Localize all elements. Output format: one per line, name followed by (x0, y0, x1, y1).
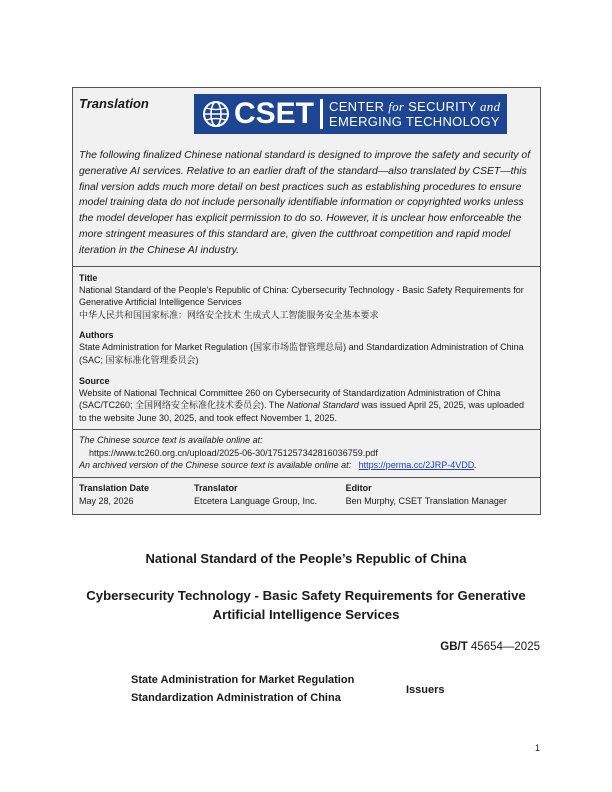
logo-line1-and: and (479, 99, 501, 114)
title-heading: Title (79, 272, 98, 283)
credits-section (73, 477, 540, 514)
translator (194, 482, 346, 508)
title-english: National Standard of the People's Republic of China: Cybersecurity Technology - Basic Safety Requirements for Generative Artificial Intelligence Services (79, 284, 524, 308)
intro-paragraph: The following finalized Chinese national standard is designed to improve the safety and security of generative AI services. Relative to an earlier draft of the standard—also translated by CSET—this final version adds much more detail on best practices such as establishing procedures to ensure model training data do not include personally identifiable information or copyrighted works unless the model developer has explicit permission to do so. However, it is unclear how enforceable the more stringent measures of this standard are, given the cutthroat competition and rapid model iteration in the Chinese AI industry. (79, 150, 531, 256)
editor-heading: Editor (345, 482, 372, 493)
logo-line2: EMERGING TECHNOLOGY (329, 114, 500, 129)
box-header-section (73, 88, 540, 266)
box-header-row (73, 88, 540, 146)
online-url[interactable]: https://www.tc260.org.cn/upload/2025-06-30/1751257342816036759.pdf (89, 447, 378, 458)
translation-info-box (72, 87, 541, 515)
document-title: Cybersecurity Technology - Basic Safety Requirements for Generative Artificial Intelligence Services (86, 588, 526, 622)
issuers-label: Issuers (406, 684, 445, 696)
standard-code-prefix: GB/T (440, 641, 468, 653)
source-text-italic: National Standard (286, 400, 359, 411)
archive-label: An archived version of the Chinese source text is available online at: (79, 460, 352, 471)
issuer-sac: Standardization Administration of China (131, 692, 341, 704)
logo-org-name (329, 99, 500, 129)
source-text (79, 387, 534, 425)
online-label: The Chinese source text is available online at: (79, 435, 263, 446)
logo-line1-a: CENTER (329, 99, 389, 114)
issuer-samr: State Administration for Market Regulation (131, 674, 355, 686)
authors-heading: Authors (79, 330, 114, 341)
translation-date (79, 482, 194, 508)
page-number: 1 (535, 743, 541, 753)
logo-line1-b: SECURITY (404, 99, 480, 114)
logo-cset-text: CSET (234, 97, 315, 130)
archive-end: . (474, 460, 477, 471)
metadata-section (73, 266, 540, 430)
title-chinese: 中华人民共和国国家标准：网络安全技术 生成式人工智能服务安全基本要求 (79, 309, 379, 320)
logo-line1-for: for (388, 99, 405, 114)
authors-text: State Administration for Market Regulation (国家市场监督管理总局) and Standardization Administration of China (SAC; 国家标准化管理委员会) (79, 342, 524, 365)
translation-date-heading: Translation Date (79, 482, 150, 493)
editor (346, 482, 534, 508)
translator-heading: Translator (193, 482, 238, 493)
source-text-a: Website of National Technical Committee 260 on Cybersecurity of Standardization Administration of China (SAC/TC260; 全国网络安全标准化技术委员会). The (79, 387, 501, 411)
national-standard-heading: National Standard of the People’s Republic of China (145, 551, 467, 566)
source-heading: Source (79, 375, 110, 386)
translation-label: Translation (79, 96, 149, 111)
online-source-section (73, 429, 540, 476)
globe-icon (202, 100, 230, 128)
archive-link[interactable]: https://perma.cc/2JRP-4VDD (358, 460, 475, 471)
logo-divider (320, 99, 323, 129)
standard-code (440, 641, 540, 653)
translation-date-value: May 28, 2026 (79, 495, 134, 506)
editor-value: Ben Murphy, CSET Translation Manager (345, 495, 507, 506)
cset-logo (194, 94, 507, 134)
source-text-b: was issued April 25, 2025, was uploaded to the website June 30, 2025, and took effect November 1, 2025. (79, 400, 525, 423)
standard-code-number: 45654—2025 (467, 641, 540, 653)
archive-line (79, 459, 534, 471)
translator-value: Etcetera Language Group, Inc. (193, 495, 318, 506)
